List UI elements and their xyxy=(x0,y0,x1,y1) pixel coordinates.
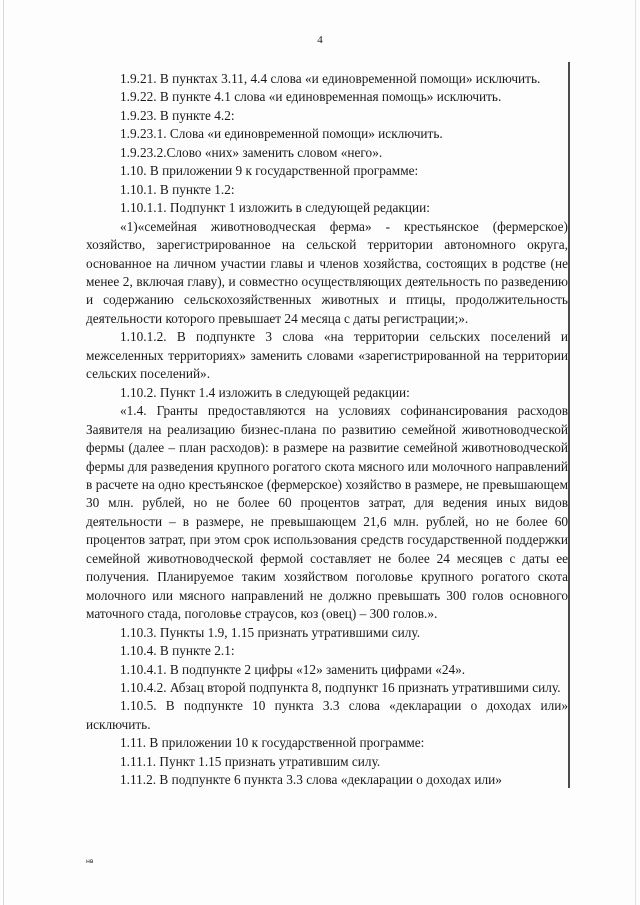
margin-change-bar xyxy=(568,62,570,788)
footer-code: нв xyxy=(86,858,94,865)
paragraph-1-10-5: 1.10.5. В подпункте 10 пункта 3.3 слова «декларации о доходах или» исключить. xyxy=(86,698,568,732)
scan-edge-left xyxy=(3,0,4,905)
paragraph-family-farm-definition: «1)«семейная животноводческая ферма» - крестьянское (фермерское) хозяйство, зарегистрированное на сельской территории автономного округа, основанное на личном участии главы и членов хозяйства, состоящих в родстве (не менее 2, включая главу), и совместно осуществляющих деятельность по разведению и содержанию сельскохозяйственных животных и птицы, продолжительность деятельности которого превышает 24 месяца с даты регистрации;». xyxy=(86,218,568,326)
paragraph-1-11-1: 1.11.1. Пункт 1.15 признать утратившим силу. xyxy=(120,753,381,769)
paragraph-1-9-23-2: 1.9.23.2.Слово «них» заменить словом «него». xyxy=(120,144,383,160)
document-body xyxy=(86,70,568,790)
paragraph-1-10-3: 1.10.3. Пункты 1.9, 1.15 признать утратившими силу. xyxy=(120,624,421,640)
paragraph-1-10: 1.10. В приложении 9 к государственной программе: xyxy=(120,163,419,179)
paragraph-1-11: 1.11. В приложении 10 к государственной программе: xyxy=(120,735,425,751)
page-number: 4 xyxy=(317,34,323,46)
paragraph-1-10-1-2: 1.10.1.2. В подпункте 3 слова «на территории сельских поселений и межселенных территориях» заменить словами «зарегистрированной на территории сельских поселений». xyxy=(86,329,568,382)
paragraph-1-11-2: 1.11.2. В подпункте 6 пункта 3.3 слова «декларации о доходах или» xyxy=(120,772,502,788)
paragraph-1-9-22: 1.9.22. В пункте 4.1 слова «и единовременная помощь» исключить. xyxy=(120,89,502,105)
paragraph-1-10-2: 1.10.2. Пункт 1.4 изложить в следующей редакции: xyxy=(120,384,410,400)
paragraph-1-10-4-1: 1.10.4.1. В подпункте 2 цифры «12» заменить цифрами «24». xyxy=(120,661,466,677)
paragraph-1-10-4: 1.10.4. В пункте 2.1: xyxy=(120,643,235,659)
paragraph-1-10-1-1: 1.10.1.1. Подпункт 1 изложить в следующей редакции: xyxy=(120,200,430,216)
paragraph-1-9-23-1: 1.9.23.1. Слова «и единовременной помощи» исключить. xyxy=(120,126,443,142)
paragraph-1-10-4-2: 1.10.4.2. Абзац второй подпункта 8, подпункт 16 признать утратившими силу. xyxy=(120,679,561,695)
paragraph-1-10-1: 1.10.1. В пункте 1.2: xyxy=(120,181,235,197)
paragraph-1-9-21: 1.9.21. В пунктах 3.11, 4.4 слова «и единовременной помощи» исключить. xyxy=(120,71,541,86)
paragraph-1-9-23: 1.9.23. В пункте 4.2: xyxy=(120,107,235,123)
paragraph-grants-1-4: «1.4. Гранты предоставляются на условиях софинансирования расходов Заявителя на реализацию бизнес-плана по развитию семейной животноводческой фермы (далее – план расходов): в размере на развитие семейной животноводческой фермы для разведения крупного рогатого скота мясного или молочного направлений в расчете на одно крестьянское (фермерское) хозяйство в размере, не превышающем 30 млн. рублей, но не более 60 процентов затрат, для ведения иных видов деятельности – в размере, не превышающем 21,6 млн. рублей, но не более 60 процентов затрат, при этом срок использования средств государственной поддержки семейной животноводческой фермой составляет не более 24 месяцев с даты ее получения. Планируемое таким хозяйством поголовье крупного рогатого скота молочного или мясного направлений не должно превышать 300 голов основного маточного стада, поголовье страусов, коз (овец) – 300 голов.». xyxy=(86,403,568,622)
scan-edge-right xyxy=(635,0,636,905)
